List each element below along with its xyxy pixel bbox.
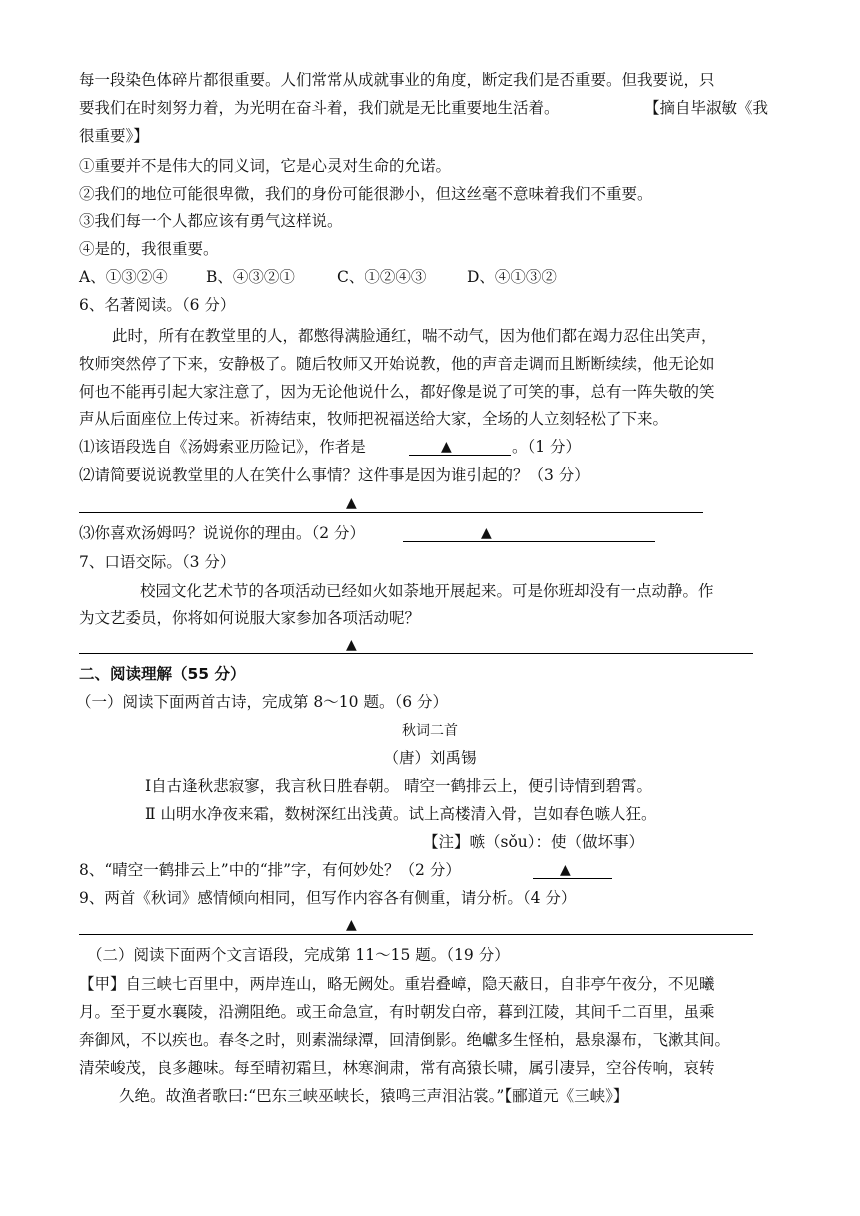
q6-sub3: ⑶你喜欢汤姆吗？说说你的理由。（2 分） xyxy=(79,524,366,542)
q6-sub3-answer-line[interactable] xyxy=(403,541,655,542)
q9-answer-line[interactable] xyxy=(79,934,753,935)
passage-line: 每一段染色体碎片都很重要。人们常常从成就事业的角度，断定我们是否重要。但我要说，只 xyxy=(79,71,715,89)
part2-instruction: （二）阅读下面两个文言语段，完成第 11～15 题。（19 分） xyxy=(87,946,510,964)
poem-note: 【注】嗾（sǒu）：使（做坏事） xyxy=(423,833,645,851)
q6-paragraph-line: 牧师突然停了下来，安静极了。随后牧师又开始说教，他的声音走调而且断断续续，他无论如 xyxy=(79,355,715,373)
poem-2: Ⅱ 山明水净夜来霜，数树深红出浅黄。试上高楼清入骨，岂如春色嗾人狂。 xyxy=(145,805,657,823)
classical-text-line: 清荣峻茂，良多趣味。每至晴初霜旦，林寒涧肃，常有高猿长啸，属引凄异，空谷传响，哀转 xyxy=(79,1059,715,1077)
q7-prompt-line: 校园文化艺术节的各项活动已经如火如荼地开展起来。可是你班却没有一点动静。作 xyxy=(140,582,714,600)
q5-option-a: A、①③②④ xyxy=(79,268,168,286)
poem-title: 秋词二首 xyxy=(402,723,458,739)
answer-marker-icon: ▲ xyxy=(560,862,571,878)
passage-source: 【摘自毕淑敏《我 xyxy=(644,99,769,117)
q5-sentence-4: ④是的，我很重要。 xyxy=(79,240,219,258)
answer-marker-icon: ▲ xyxy=(346,495,357,511)
q5-sentence-3: ③我们每一个人都应该有勇气这样说。 xyxy=(79,212,343,230)
q6-sub1: ⑴该语段选自《汤姆索亚历险记》，作者是 xyxy=(79,438,366,456)
q8-text: 8、“晴空一鹤排云上”中的“排”字，有何妙处？（2 分） xyxy=(79,861,461,879)
poem-author: （唐）刘禹锡 xyxy=(383,749,477,767)
part1-instruction: （一）阅读下面两首古诗，完成第 8～10 题。（6 分） xyxy=(76,693,448,711)
q6-sub2: ⑵请简要说说教堂里的人在笑什么事情？这件事是因为谁引起的？（3 分） xyxy=(79,466,590,484)
q6-paragraph-line: 此时，所有在教堂里的人，都憋得满脸通红，喘不动气，因为他们都在竭力忍住出笑声， xyxy=(112,327,717,345)
q5-option-c: C、①②④③ xyxy=(337,268,427,286)
answer-marker-icon: ▲ xyxy=(481,525,492,541)
answer-marker-icon: ▲ xyxy=(346,917,357,933)
q9-text: 9、两首《秋词》感情倾向相同，但写作内容各有侧重，请分析。（4 分） xyxy=(79,889,577,907)
q5-option-b: B、④③②① xyxy=(206,268,295,286)
q6-paragraph-line: 何也不能再引起大家注意了，因为无论他说什么，都好像是说了可笑的事，总有一阵失敬的笑 xyxy=(79,383,715,401)
q7-answer-line[interactable] xyxy=(79,653,753,654)
classical-text-line: 【甲】自三峡七百里中，两岸连山，略无阙处。重岩叠嶂，隐天蔽日，自非亭午夜分，不见曦 xyxy=(79,975,715,993)
q6-paragraph-line: 声从后面座位上传过来。祈祷结束，牧师把祝福送给大家，全场的人立刻轻松了下来。 xyxy=(79,410,669,428)
q6-sub1-end: 。（1 分） xyxy=(512,438,582,456)
answer-marker-icon: ▲ xyxy=(346,637,357,653)
q5-option-d: D、④①③② xyxy=(467,268,557,286)
poem-1: Ⅰ自古逢秋悲寂寥，我言秋日胜春朝。 晴空一鹤排云上，便引诗情到碧霄。 xyxy=(145,777,653,795)
passage-source-end: 很重要》】 xyxy=(79,127,149,145)
classical-text-line: 月。至于夏水襄陵，沿溯阻绝。或王命急宣，有时朝发白帝，暮到江陵，其间千二百里，虽乘 xyxy=(79,1003,715,1021)
q6-sub2-answer-line[interactable] xyxy=(79,512,703,513)
q7-prompt-line: 为文艺委员，你将如何说服大家参加各项活动呢？ xyxy=(79,609,421,627)
section-heading: 二、阅读理解（55 分） xyxy=(79,665,246,683)
q5-sentence-1: ①重要并不是伟大的同义词，它是心灵对生命的允诺。 xyxy=(79,157,452,175)
classical-text-line: 奔御风，不以疾也。春冬之时，则素湍绿潭，回清倒影。绝巘多生怪柏，悬泉瀑布，飞漱其间。 xyxy=(79,1031,731,1049)
passage-line: 要我们在时刻努力着，为光明在奋斗着，我们就是无比重要地生活着。 xyxy=(79,99,560,117)
q8-answer-line[interactable] xyxy=(533,878,612,879)
q7-title: 7、口语交际。（3 分） xyxy=(79,553,236,571)
q5-sentence-2: ②我们的地位可能很卑微，我们的身份可能很渺小，但这丝毫不意味着我们不重要。 xyxy=(79,185,653,203)
answer-marker-icon: ▲ xyxy=(441,439,452,455)
q6-sub1-answer-line[interactable] xyxy=(409,455,511,456)
q6-title: 6、名著阅读。（6 分） xyxy=(79,296,236,314)
classical-text-line: 久绝。故渔者歌曰:“巴东三峡巫峡长，猿鸣三声泪沾裳。”【郦道元《三峡》】 xyxy=(119,1087,629,1105)
